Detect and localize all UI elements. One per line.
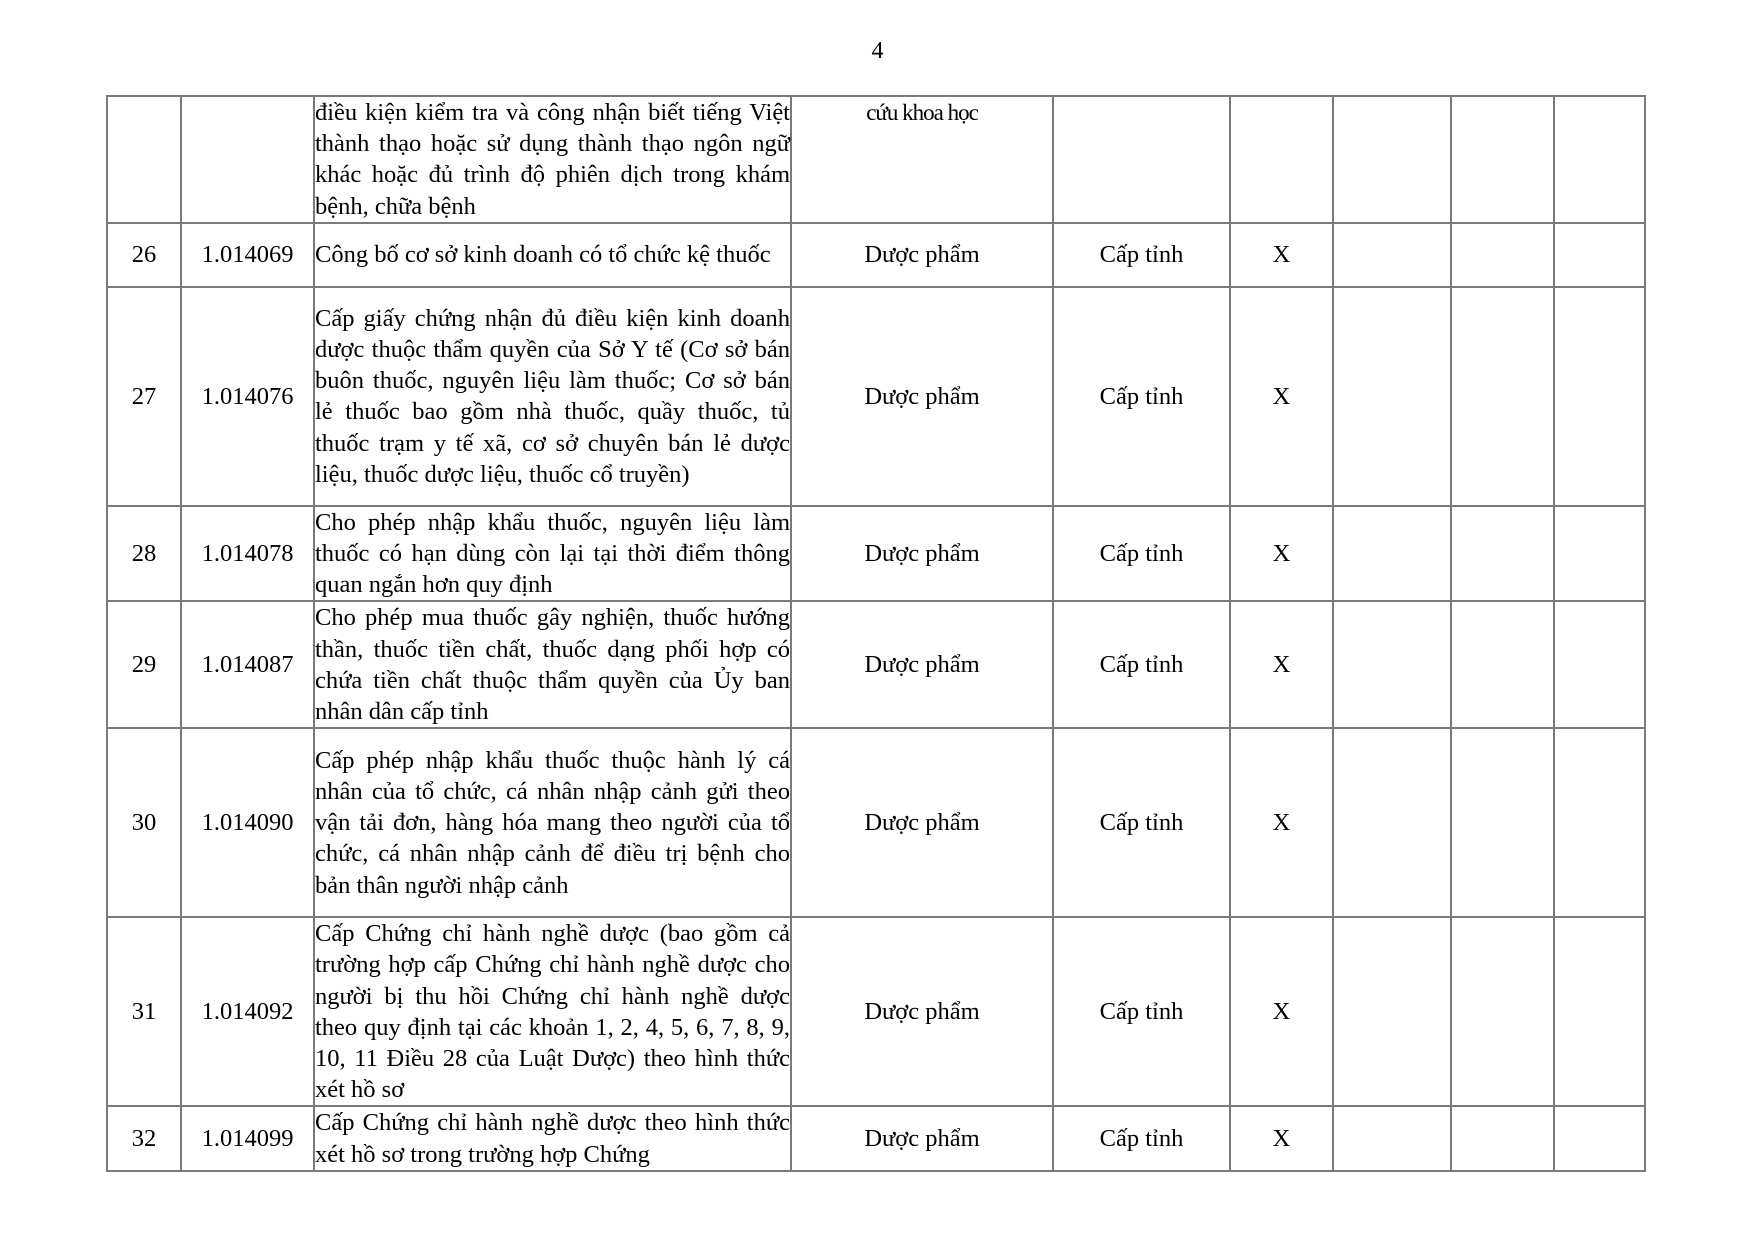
empty-cell [1333,96,1451,223]
stt-cell: 28 [107,506,181,602]
empty-cell [1554,917,1645,1106]
stt-cell: 27 [107,287,181,506]
procedure-name-cell: Công bố cơ sở kinh doanh có tổ chức kệ thuốc [314,223,791,287]
stt-cell [107,96,181,223]
code-cell: 1.014099 [181,1106,314,1170]
mark-cell: X [1230,506,1333,602]
code-cell: 1.014078 [181,506,314,602]
mark-cell: X [1230,287,1333,506]
code-cell: 1.014076 [181,287,314,506]
page-number: 4 [871,38,884,64]
code-cell: 1.014087 [181,601,314,728]
level-cell: Cấp tỉnh [1053,1106,1230,1170]
procedure-name-cell: Cho phép nhập khẩu thuốc, nguyên liệu làm thuốc có hạn dùng còn lại tại thời điểm thông quan ngắn hơn quy định [314,506,791,602]
empty-cell [1554,223,1645,287]
empty-cell [1451,506,1554,602]
mark-cell: X [1230,917,1333,1106]
empty-cell [1333,223,1451,287]
mark-cell: X [1230,728,1333,917]
level-cell: Cấp tỉnh [1053,728,1230,917]
procedure-name-cell: điều kiện kiểm tra và công nhận biết tiếng Việt thành thạo hoặc sử dụng thành thạo ngôn ngữ khác hoặc đủ trình độ phiên dịch trong khám bệnh, chữa bệnh [314,96,791,223]
level-cell: Cấp tỉnh [1053,287,1230,506]
empty-cell [1554,728,1645,917]
empty-cell [1451,601,1554,728]
empty-cell [1451,287,1554,506]
procedures-table [106,95,1646,1172]
stt-cell: 29 [107,601,181,728]
stt-cell: 26 [107,223,181,287]
field-cell: Dược phẩm [791,1106,1053,1170]
field-cell: Dược phẩm [791,223,1053,287]
procedure-name-cell: Cấp Chứng chỉ hành nghề dược (bao gồm cả trường hợp cấp Chứng chỉ hành nghề dược cho người bị thu hồi Chứng chỉ hành nghề dược theo quy định tại các khoản 1, 2, 4, 5, 6, 7, 8, 9, 10, 11 Điều 28 của Luật Dược) theo hình thức xét hồ sơ [314,917,791,1106]
table-row [107,1106,1645,1170]
level-cell: Cấp tỉnh [1053,917,1230,1106]
procedure-name-cell: Cho phép mua thuốc gây nghiện, thuốc hướng thần, thuốc tiền chất, thuốc dạng phối hợp có chứa tiền chất thuộc thẩm quyền của Ủy ban nhân dân cấp tỉnh [314,601,791,728]
procedure-name-cell: Cấp giấy chứng nhận đủ điều kiện kinh doanh dược thuộc thẩm quyền của Sở Y tế (Cơ sở bán buôn thuốc, nguyên liệu làm thuốc; Cơ sở bán lẻ thuốc bao gồm nhà thuốc, quầy thuốc, tủ thuốc trạm y tế xã, cơ sở chuyên bán lẻ dược liệu, thuốc dược liệu, thuốc cổ truyền) [314,287,791,506]
level-cell: Cấp tỉnh [1053,223,1230,287]
mark-cell [1230,96,1333,223]
code-cell: 1.014092 [181,917,314,1106]
stt-cell: 30 [107,728,181,917]
field-cell: Dược phẩm [791,601,1053,728]
mark-cell: X [1230,223,1333,287]
empty-cell [1451,728,1554,917]
empty-cell [1333,917,1451,1106]
table-row [107,223,1645,287]
code-cell: 1.014069 [181,223,314,287]
level-cell [1053,96,1230,223]
procedure-name-cell: Cấp Chứng chỉ hành nghề dược theo hình thức xét hồ sơ trong trường hợp Chứng [314,1106,791,1170]
empty-cell [1554,601,1645,728]
empty-cell [1333,601,1451,728]
field-text: cứu khoa học [866,100,978,125]
empty-cell [1451,223,1554,287]
field-cell: Dược phẩm [791,917,1053,1106]
empty-cell [1554,506,1645,602]
table-row [107,728,1645,917]
table-row [107,601,1645,728]
empty-cell [1333,1106,1451,1170]
empty-cell [1451,917,1554,1106]
empty-cell [1554,287,1645,506]
field-cell: Dược phẩm [791,287,1053,506]
level-cell: Cấp tỉnh [1053,506,1230,602]
empty-cell [1554,1106,1645,1170]
empty-cell [1554,96,1645,223]
procedure-name-cell: Cấp phép nhập khẩu thuốc thuộc hành lý cá nhân của tổ chức, cá nhân nhập cảnh gửi theo vận tải đơn, hàng hóa mang theo người của tổ chức, cá nhân nhập cảnh để điều trị bệnh cho bản thân người nhập cảnh [314,728,791,917]
mark-cell: X [1230,601,1333,728]
level-cell: Cấp tỉnh [1053,601,1230,728]
stt-cell: 32 [107,1106,181,1170]
stt-cell: 31 [107,917,181,1106]
empty-cell [1451,96,1554,223]
mark-cell: X [1230,1106,1333,1170]
table-row [107,287,1645,506]
field-cell: Dược phẩm [791,506,1053,602]
empty-cell [1451,1106,1554,1170]
table-row [107,917,1645,1106]
table-row [107,506,1645,602]
code-cell [181,96,314,223]
empty-cell [1333,728,1451,917]
field-cell: Dược phẩm [791,728,1053,917]
code-cell: 1.014090 [181,728,314,917]
field-cell [791,96,1053,223]
empty-cell [1333,287,1451,506]
table-row-continuation [107,96,1645,223]
empty-cell [1333,506,1451,602]
